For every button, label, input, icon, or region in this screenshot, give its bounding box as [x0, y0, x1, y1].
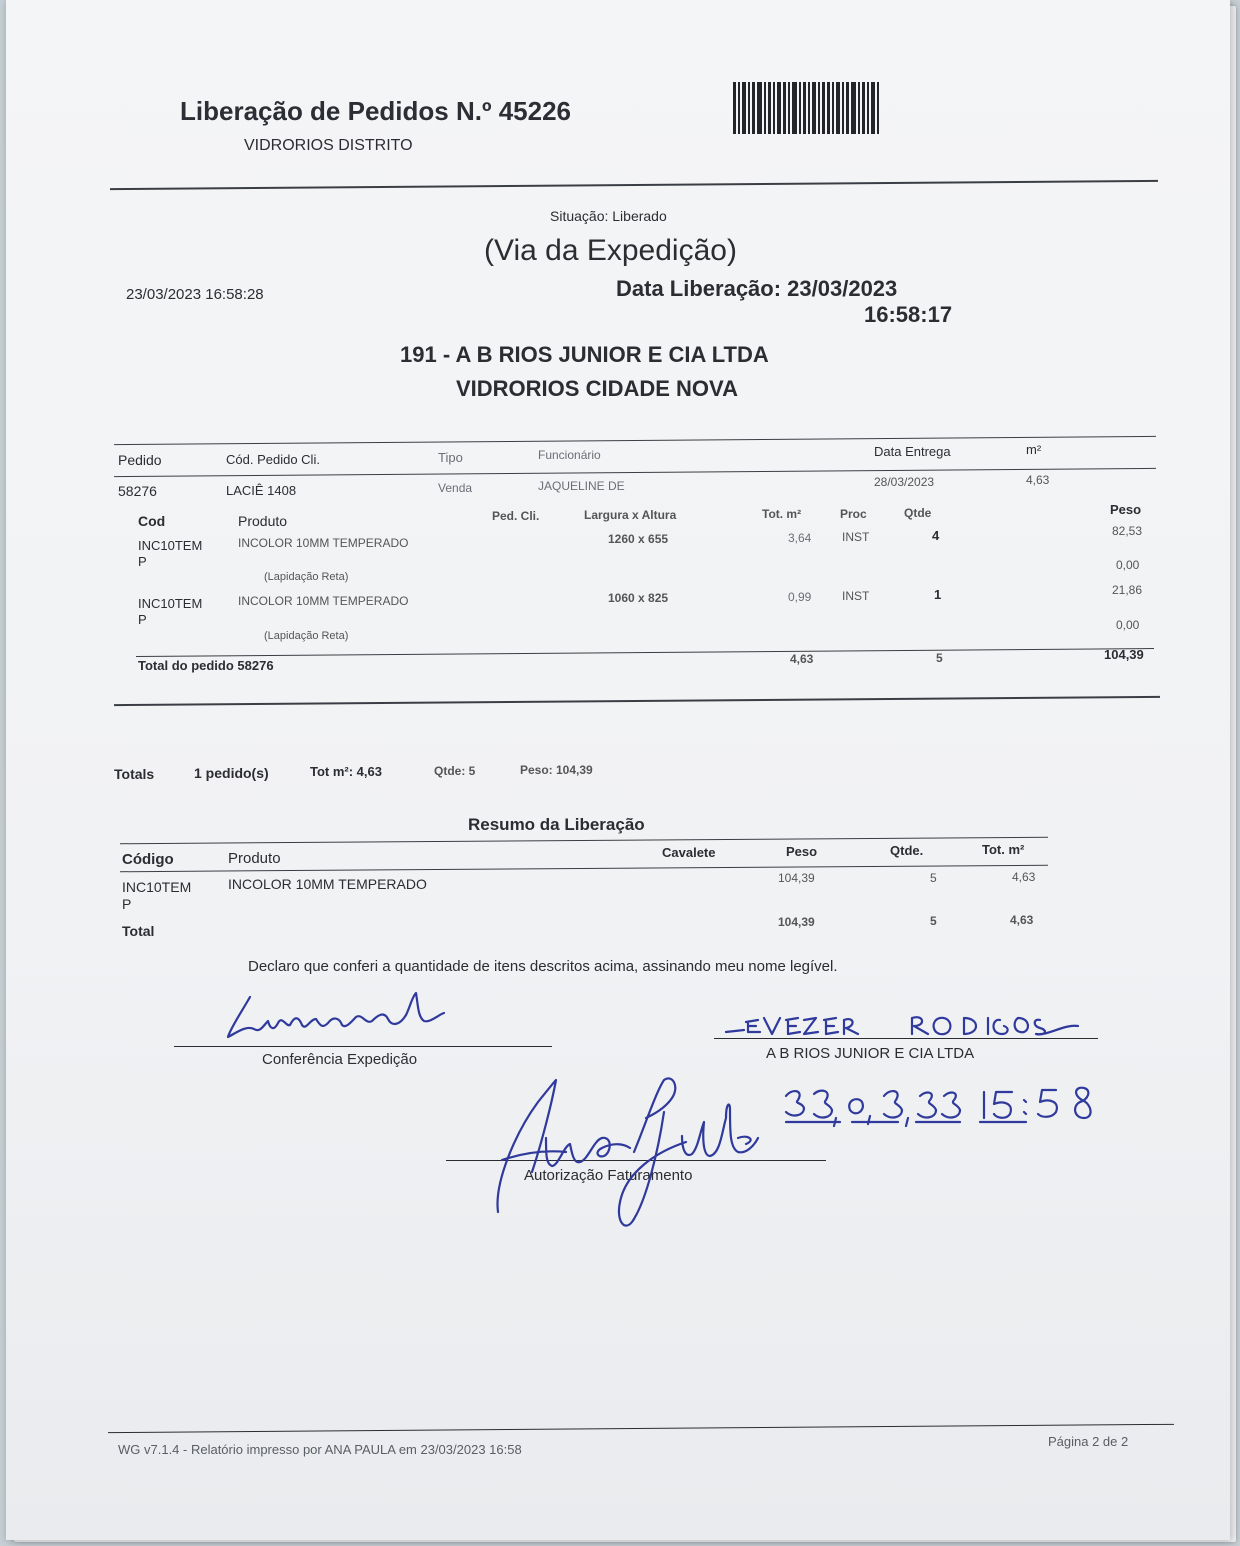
barcode-bar	[808, 82, 810, 134]
items-total-rule	[136, 648, 1154, 657]
barcode-bar	[738, 82, 740, 134]
signature-ana-paula	[486, 1072, 776, 1232]
order-top-rule	[114, 436, 1156, 445]
document-page	[6, 0, 1230, 1540]
barcode-bar	[792, 82, 797, 134]
barcode-bar	[757, 82, 762, 134]
order-total-peso: 104,39	[1104, 647, 1144, 662]
barcode-bar	[827, 82, 830, 134]
barcode-bar	[764, 82, 766, 134]
item-peso: 82,53	[1112, 524, 1143, 538]
col-m2: m²	[1026, 442, 1042, 457]
barcode	[733, 82, 919, 134]
barcode-bar	[867, 82, 869, 134]
printed-timestamp: 23/03/2023 16:58:28	[126, 286, 264, 303]
items-col-cod: Cod	[138, 513, 166, 529]
item-produto: INCOLOR 10MM TEMPERADO	[238, 536, 409, 550]
item-cod: INC10TEM	[138, 538, 203, 553]
barcode-bar	[862, 82, 865, 134]
via-label: (Via da Expedição)	[484, 234, 737, 267]
signature-caption-right: A B RIOS JUNIOR E CIA LTDA	[766, 1045, 975, 1062]
barcode-bar	[851, 82, 856, 134]
signature-date	[780, 1078, 1110, 1134]
situation-label: Situação: Liberado	[550, 208, 667, 224]
barcode-bar	[752, 82, 755, 134]
barcode-bar	[777, 82, 781, 134]
summary-col-cavalete: Cavalete	[662, 845, 716, 860]
footer-left: WG v7.1.4 - Relatório impresso por ANA PAULA em 23/03/2023 16:58	[118, 1442, 522, 1457]
footer-rule	[108, 1424, 1174, 1433]
item-qtde: 1	[934, 587, 942, 602]
barcode-bar	[877, 82, 879, 134]
items-col-tot-m2: Tot. m²	[762, 507, 802, 521]
company-name: VIDRORIOS DISTRITO	[244, 137, 413, 154]
signature-eliezer	[718, 1004, 1098, 1044]
summary-qtde: 5	[930, 871, 937, 885]
release-date: Data Liberação: 23/03/2023	[616, 276, 898, 301]
items-col-dim: Largura x Altura	[584, 508, 677, 522]
client-name: 191 - A B RIOS JUNIOR E CIA LTDA	[400, 342, 769, 367]
order-bottom-rule	[114, 696, 1160, 706]
signature-caption-left: Conferência Expedição	[262, 1051, 418, 1068]
summary-total-peso: 104,39	[778, 915, 815, 929]
item-dim: 1060 x 825	[608, 591, 669, 605]
item-tot-m2: 3,64	[788, 531, 812, 545]
order-pedido: 58276	[118, 483, 157, 499]
barcode-bar	[783, 82, 786, 134]
declaration-text: Declaro que conferi a quantidade de itens descritos acima, assinando meu nome legível.	[248, 958, 838, 975]
item-cod: INC10TEM	[138, 596, 203, 611]
col-funcionario: Funcionário	[538, 448, 601, 462]
order-total-qtde: 5	[936, 651, 943, 665]
signature-caption-bottom: Autorização Faturamento	[524, 1167, 693, 1184]
items-col-ped-cli: Ped. Cli.	[492, 509, 540, 523]
summary-produto: INCOLOR 10MM TEMPERADO	[228, 876, 427, 892]
item-cod-cont: P	[138, 554, 147, 569]
order-m2: 4,63	[1026, 473, 1050, 487]
release-time: 16:58:17	[864, 302, 953, 327]
page-title: Liberação de Pedidos N.º 45226	[180, 96, 571, 126]
summary-tot-m2: 4,63	[1012, 870, 1036, 884]
summary-col-peso: Peso	[786, 844, 818, 859]
totals-m2: Tot m²: 4,63	[310, 764, 382, 779]
item-sub-peso: 0,00	[1116, 558, 1140, 572]
barcode-bar	[818, 82, 820, 134]
item-tot-m2: 0,99	[788, 590, 812, 604]
barcode-bar	[768, 82, 771, 134]
barcode-bar	[858, 82, 860, 134]
col-data-entrega: Data Entrega	[874, 444, 951, 459]
barcode-bar	[842, 82, 844, 134]
barcode-bar	[822, 82, 825, 134]
summary-codigo: INC10TEM	[122, 879, 192, 895]
summary-total-tot-m2: 4,63	[1010, 913, 1034, 927]
col-tipo: Tipo	[438, 450, 463, 465]
barcode-bar	[846, 82, 849, 134]
order-data-entrega: 28/03/2023	[874, 475, 935, 489]
signature-line-left	[174, 1046, 552, 1047]
summary-codigo-cont: P	[122, 896, 132, 912]
item-produto: INCOLOR 10MM TEMPERADO	[238, 594, 409, 608]
items-col-produto: Produto	[238, 513, 288, 529]
client-store: VIDRORIOS CIDADE NOVA	[456, 376, 738, 401]
order-funcionario: JAQUELINE DE	[538, 479, 625, 493]
totals-qtde: Qtde: 5	[434, 764, 476, 778]
barcode-bar	[799, 82, 801, 134]
order-cod-pedido: LACIÊ 1408	[226, 483, 297, 498]
item-cod-cont: P	[138, 612, 147, 627]
barcode-bar	[803, 82, 806, 134]
signature-leonardo	[216, 985, 456, 1045]
items-col-peso: Peso	[1110, 502, 1142, 517]
footer-page: Página 2 de 2	[1048, 1434, 1129, 1449]
col-pedido: Pedido	[118, 452, 162, 468]
summary-col-tot-m2: Tot. m²	[982, 842, 1025, 857]
item-proc: INST	[842, 530, 870, 544]
summary-total-label: Total	[122, 923, 155, 939]
totals-pedidos: 1 pedido(s)	[194, 765, 269, 781]
items-col-proc: Proc	[840, 507, 867, 521]
summary-peso: 104,39	[778, 871, 815, 885]
barcode-bar	[832, 82, 834, 134]
barcode-bar	[742, 82, 746, 134]
barcode-bar	[748, 82, 750, 134]
summary-col-produto: Produto	[228, 850, 281, 867]
barcode-bar	[733, 82, 736, 134]
order-total-label: Total do pedido 58276	[138, 658, 274, 673]
item-sub-peso: 0,00	[1116, 618, 1140, 632]
item-sub: (Lapidação Reta)	[264, 571, 349, 583]
items-col-qtde: Qtde	[904, 506, 932, 520]
col-cod-pedido: Cód. Pedido Cli.	[226, 452, 320, 467]
item-qtde: 4	[932, 528, 940, 543]
item-sub: (Lapidação Reta)	[264, 630, 349, 642]
summary-total-qtde: 5	[930, 914, 937, 928]
summary-col-qtde: Qtde.	[890, 843, 924, 858]
barcode-bar	[871, 82, 875, 134]
barcode-bar	[773, 82, 775, 134]
order-tipo: Venda	[438, 481, 473, 495]
header-rule	[110, 180, 1158, 190]
barcode-bar	[812, 82, 816, 134]
order-header-rule	[114, 468, 1156, 477]
totals-peso: Peso: 104,39	[520, 763, 593, 777]
item-dim: 1260 x 655	[608, 532, 669, 546]
barcode-bar	[836, 82, 840, 134]
barcode-bar	[788, 82, 790, 134]
item-proc: INST	[842, 589, 870, 603]
order-total-m2: 4,63	[790, 652, 814, 666]
summary-title: Resumo da Liberação	[468, 815, 645, 834]
totals-label: Totals	[114, 766, 155, 782]
item-peso: 21,86	[1112, 583, 1143, 597]
summary-col-codigo: Código	[122, 851, 174, 868]
